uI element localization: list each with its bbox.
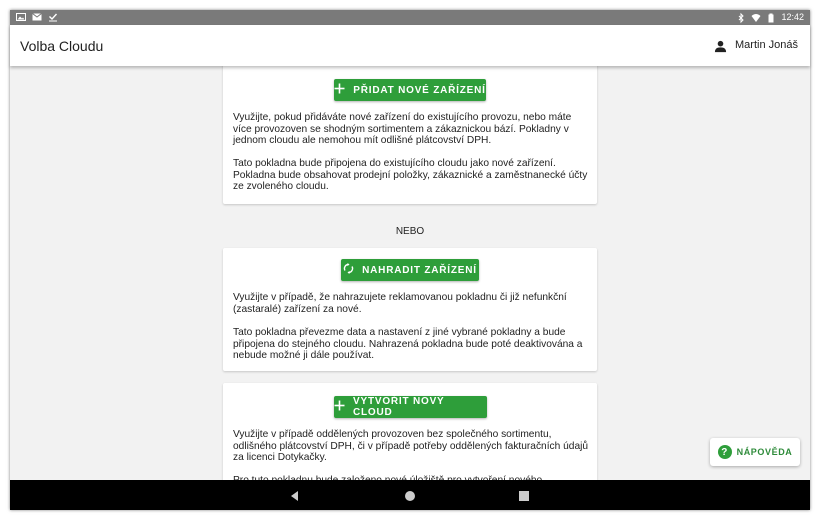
wifi-icon: [751, 13, 761, 23]
add-device-button[interactable]: [334, 79, 486, 101]
help-button[interactable]: [710, 438, 800, 466]
card-text: Využijte v případě, že nahrazujete reklamovanou pokladnu či již nefunkční (zastaralé) zařízení za nové.: [233, 292, 567, 315]
status-bar: [10, 10, 810, 25]
content-area[interactable]: [10, 66, 810, 480]
help-icon: ?: [718, 445, 732, 459]
user-account[interactable]: [714, 34, 798, 56]
system-nav-bar: [10, 480, 810, 510]
plus-icon: [334, 83, 345, 97]
create-cloud-button[interactable]: [334, 396, 487, 418]
add-device-label: PŘIDAT NOVÉ ZAŘÍZENÍ: [353, 84, 486, 96]
app-bar: [10, 25, 810, 66]
battery-icon: [766, 13, 776, 23]
or-divider: NEBO: [395, 226, 425, 237]
clock: 12:42: [781, 12, 804, 22]
device-screen: [10, 10, 810, 510]
plus-icon: [334, 400, 345, 414]
sync-icon: [343, 263, 354, 277]
card-text: Tato pokladna převezme data a nastavení z jiné vybrané pokladny a bude připojena do stejného cloudu. Nahrazená pokladna bude poté deaktivována a nebude možné ji dále používat.: [233, 327, 583, 362]
recents-icon[interactable]: [518, 489, 530, 501]
create-cloud-label: VYTVOŘIT NOVÝ CLOUD: [353, 396, 445, 418]
mail-icon: [32, 12, 42, 22]
card-text: Využijte v případě oddělených provozoven bez společného sortimentu, odlišného plátcovství DPH, či v případě potřeby oddělených fakturačních údajů za licenci Dotykačky.: [233, 429, 589, 464]
home-icon[interactable]: [404, 489, 416, 501]
bluetooth-icon: [736, 13, 746, 23]
page-title: Volba Cloudu: [20, 38, 104, 54]
back-icon[interactable]: [289, 489, 301, 501]
person-icon: [714, 34, 727, 56]
replace-device-button[interactable]: [341, 259, 479, 281]
card-replace-device: [223, 248, 597, 371]
card-add-device: [223, 60, 597, 204]
help-label: NÁPOVĚDA: [736, 447, 793, 457]
download-done-icon: [48, 12, 58, 22]
card-new-cloud: [223, 383, 597, 493]
card-text: Tato pokladna bude připojena do existujícího cloudu jako nové zařízení. Pokladna bude obsahovat prodejní položky, zákaznické a zaměstnanecké účty ze zvoleného cloudu.: [233, 158, 588, 193]
user-name: Martin Jonáš: [735, 39, 798, 51]
image-icon: [16, 12, 26, 22]
replace-device-label: NAHRADIT ZAŘÍZENÍ: [362, 264, 477, 276]
card-text: Využijte, pokud přidáváte nové zařízení do existujícího provozu, nebo máte více provozoven se shodným sortimentem a zákaznickou bází. Pokladny v jednom cloudu ale nemohou mít odlišné plátcovství DPH.: [233, 112, 572, 147]
